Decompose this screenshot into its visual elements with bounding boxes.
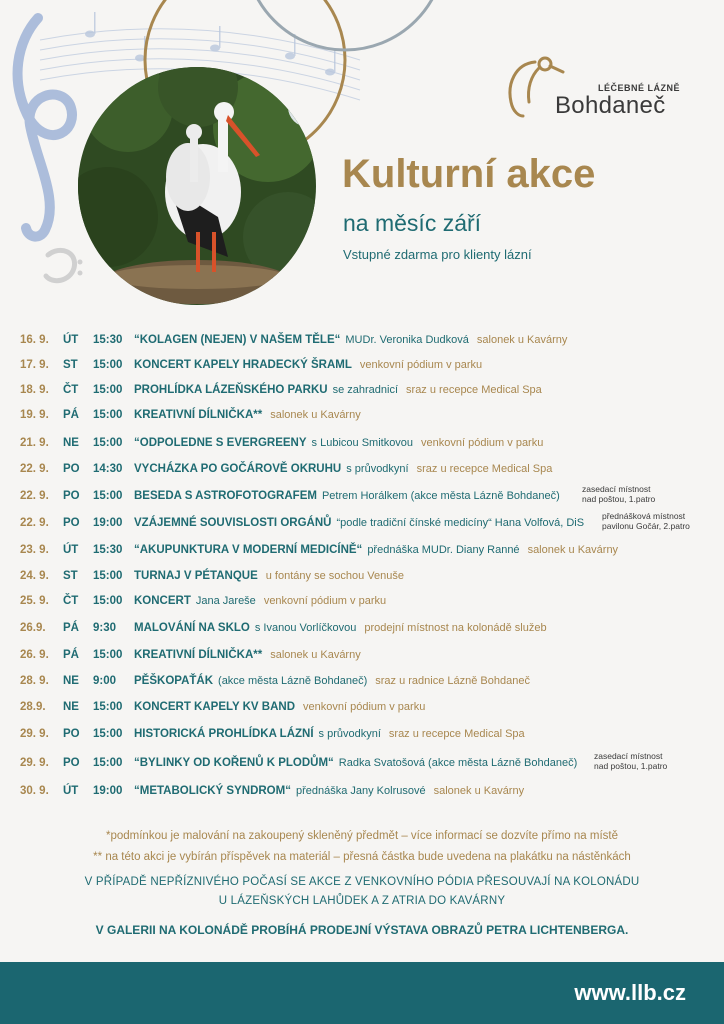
event-day: PÁ <box>63 409 79 421</box>
event-place: salonek u Kavárny <box>527 544 619 556</box>
event-day: PÁ <box>63 622 79 634</box>
event-time: 19:00 <box>93 785 123 797</box>
event-row <box>0 384 724 404</box>
event-row <box>0 649 724 669</box>
event-description <box>134 384 542 396</box>
event-place: salonek u Kavárny <box>270 649 361 661</box>
event-row <box>0 622 724 642</box>
brand-logo <box>505 54 695 124</box>
event-time: 15:00 <box>93 595 123 607</box>
event-date: 19. 9. <box>20 409 49 421</box>
event-day: NE <box>63 675 79 687</box>
event-day: ÚT <box>63 544 79 556</box>
event-date: 22. 9. <box>20 463 49 475</box>
event-row <box>0 511 724 537</box>
event-name: “BYLINKY OD KOŘENŮ K PLODŮM“ <box>134 757 334 769</box>
event-description <box>134 437 543 449</box>
event-place: venkovní pódium v parku <box>263 595 387 607</box>
event-day: NE <box>63 437 79 449</box>
event-description <box>134 544 618 556</box>
event-venue-note: zasedací místnost nad poštou, 1.patro <box>594 751 668 771</box>
event-place: salonek u Kavárny <box>433 785 525 797</box>
website-link[interactable]: www.llb.cz <box>574 980 686 1005</box>
event-name: KONCERT KAPELY HRADECKÝ ŠRAML <box>134 359 352 371</box>
event-date: 16. 9. <box>20 334 49 346</box>
event-description <box>134 517 584 529</box>
event-time: 15:30 <box>93 544 123 556</box>
event-description <box>134 359 482 371</box>
event-time: 15:00 <box>93 359 123 371</box>
event-date: 22. 9. <box>20 517 49 529</box>
event-date: 28. 9. <box>20 675 49 687</box>
event-date: 26. 9. <box>20 649 49 661</box>
page-subtitle: na měsíc září <box>343 210 482 236</box>
event-time: 14:30 <box>93 463 123 475</box>
event-name: “ODPOLEDNE S EVERGREENY <box>134 437 307 449</box>
event-row <box>0 334 724 354</box>
event-name: VZÁJEMNÉ SOUVISLOSTI ORGÁNŮ <box>134 517 332 529</box>
event-description <box>134 701 425 713</box>
event-detail: MUDr. Veronika Dudková <box>345 334 469 346</box>
event-time: 9:00 <box>93 675 117 687</box>
brand-name: Bohdaneč <box>555 92 666 119</box>
event-detail: s Lubicou Smitkovou <box>311 437 414 449</box>
footnote-1: *podmínkou je malování na zakoupený skleněný předmět – více informací se dozvíte přímo na místě <box>105 830 618 842</box>
page-tagline: Vstupné zdarma pro klienty lázní <box>343 247 532 262</box>
event-date: 22. 9. <box>20 490 49 502</box>
event-row <box>0 675 724 695</box>
event-name: “AKUPUNKTURA V MODERNÍ MEDICÍNĚ“ <box>134 544 363 556</box>
event-description <box>134 675 530 687</box>
event-row <box>0 484 724 510</box>
event-detail: přednáška Jany Kolrusové <box>295 785 426 797</box>
event-detail: (akce města Lázně Bohdaneč) <box>218 675 368 687</box>
event-row <box>0 595 724 615</box>
event-detail: s průvodkyní <box>346 463 409 475</box>
event-time: 15:30 <box>93 334 123 346</box>
event-venue-note: přednášková místnost pavilonu Gočár, 2.patro <box>602 511 690 531</box>
event-place: u fontány se sochou Venuše <box>265 570 404 582</box>
event-name: HISTORICKÁ PROHLÍDKA LÁZNÍ <box>134 728 314 740</box>
music-notes-icon <box>85 12 336 76</box>
event-description <box>134 622 547 634</box>
event-place: salonek u Kavárny <box>270 409 361 421</box>
page-title: Kulturní akce <box>342 152 596 196</box>
event-description <box>134 757 577 769</box>
event-detail: se zahradnicí <box>332 384 399 396</box>
event-place: sraz u radnice Lázně Bohdaneč <box>375 675 530 687</box>
event-name: KREATIVNÍ DÍLNIČKA** <box>134 409 263 421</box>
event-description <box>134 595 386 607</box>
event-name: VYCHÁZKA PO GOČÁROVĚ OKRUHU <box>134 463 342 475</box>
event-description <box>134 409 361 421</box>
weather-notice-line-1: V PŘÍPADĚ NEPŘÍZNIVÉHO POČASÍ SE AKCE Z VENKOVNÍHO PÓDIA PŘESOUVAJÍ NA KOLONÁDU <box>84 876 640 888</box>
event-description <box>134 785 524 797</box>
event-day: ST <box>63 359 78 371</box>
event-name: PROHLÍDKA LÁZEŇSKÉHO PARKU <box>134 384 328 396</box>
event-day: ÚT <box>63 785 79 797</box>
event-row <box>0 359 724 379</box>
event-time: 15:00 <box>93 409 123 421</box>
event-day: NE <box>63 701 79 713</box>
event-name: KREATIVNÍ DÍLNIČKA** <box>134 649 263 661</box>
event-name: KONCERT <box>134 595 191 607</box>
event-detail: Radka Svatošová (akce města Lázně Bohdaneč) <box>338 757 578 769</box>
event-time: 15:00 <box>93 490 123 502</box>
event-row <box>0 570 724 590</box>
event-day: PO <box>63 517 80 529</box>
event-time: 15:00 <box>93 649 123 661</box>
event-date: 29. 9. <box>20 757 49 769</box>
event-place: sraz u recepce Medical Spa <box>416 463 553 475</box>
event-place: venkovní pódium v parku <box>421 437 544 449</box>
event-day: ČT <box>63 384 79 396</box>
event-date: 28.9. <box>20 701 46 713</box>
stork-photo <box>78 67 316 305</box>
event-place: sraz u recepce Medical Spa <box>406 384 542 396</box>
event-place: salonek u Kavárny <box>476 334 568 346</box>
event-time: 19:00 <box>93 517 123 529</box>
event-date: 26.9. <box>20 622 46 634</box>
event-place: sraz u recepce Medical Spa <box>388 728 525 740</box>
event-name: MALOVÁNÍ NA SKLO <box>134 622 250 634</box>
event-day: PO <box>63 757 80 769</box>
event-row <box>0 701 724 721</box>
event-detail: Jana Jareše <box>195 595 256 607</box>
event-time: 15:00 <box>93 570 123 582</box>
event-row <box>0 728 724 748</box>
event-day: PO <box>63 728 80 740</box>
event-name: “METABOLICKÝ SYNDROM“ <box>134 785 291 797</box>
event-date: 24. 9. <box>20 570 49 582</box>
event-name: KONCERT KAPELY KV BAND <box>134 701 296 713</box>
event-venue-note: zasedací místnost nad poštou, 1.patro <box>582 484 656 504</box>
event-time: 15:00 <box>93 701 123 713</box>
bass-clef-icon <box>46 250 75 280</box>
event-detail: s Ivanou Vorlíčkovou <box>254 622 357 634</box>
event-date: 18. 9. <box>20 384 49 396</box>
event-detail: přednáška MUDr. Diany Ranné <box>367 544 520 556</box>
event-description <box>134 570 404 582</box>
decorative-gray-ring <box>245 0 445 50</box>
event-day: ÚT <box>63 334 79 346</box>
gallery-notice: V GALERII NA KOLONÁDĚ PROBÍHÁ PRODEJNÍ VÝSTAVA OBRAZŮ PETRA LICHTENBERGA. <box>95 923 629 937</box>
event-time: 15:00 <box>93 384 123 396</box>
event-day: ČT <box>63 595 79 607</box>
event-name: PĚŠKOPAŤÁK <box>134 675 214 687</box>
event-name: “KOLAGEN (NEJEN) V NAŠEM TĚLE“ <box>134 334 341 346</box>
footnote-2: ** na této akci je vybírán příspěvek na materiál – přesná částka bude uvedena na plakátku na nástěnkách <box>93 851 631 863</box>
event-date: 21. 9. <box>20 437 49 449</box>
event-time: 15:00 <box>93 437 123 449</box>
event-row <box>0 751 724 777</box>
event-day: PO <box>63 463 80 475</box>
event-description <box>134 463 552 475</box>
event-date: 25. 9. <box>20 595 49 607</box>
event-place: venkovní pódium v parku <box>303 701 426 713</box>
event-row <box>0 463 724 483</box>
treble-clef-icon <box>18 18 72 237</box>
brand-small-text: LÉČEBNÉ LÁZNĚ <box>598 83 681 93</box>
event-detail: “podle tradiční čínské medicíny“ Hana Volfová, DiS <box>336 517 585 529</box>
event-place: venkovní pódium v parku <box>359 359 483 371</box>
event-description <box>134 649 361 661</box>
event-name: BESEDA S ASTROFOTOGRAFEM <box>134 490 317 502</box>
event-time: 15:00 <box>93 757 123 769</box>
weather-notice-line-2: U LÁZEŇSKÝCH LAHŮDEK A Z ATRIA DO KAVÁRNY <box>218 895 506 907</box>
event-name: TURNAJ V PÉTANQUE <box>134 570 258 582</box>
event-row <box>0 785 724 805</box>
event-detail: s průvodkyní <box>318 728 381 740</box>
event-day: PO <box>63 490 80 502</box>
event-row <box>0 409 724 429</box>
event-date: 17. 9. <box>20 359 49 371</box>
event-description <box>134 490 560 502</box>
footer-bar <box>0 962 724 1024</box>
event-day: PÁ <box>63 649 79 661</box>
event-detail: Petrem Horálkem (akce města Lázně Bohdaneč) <box>321 490 560 502</box>
event-description <box>134 728 525 740</box>
event-date: 29. 9. <box>20 728 49 740</box>
event-row <box>0 437 724 457</box>
event-time: 15:00 <box>93 728 123 740</box>
event-day: ST <box>63 570 78 582</box>
event-row <box>0 544 724 564</box>
event-date: 23. 9. <box>20 544 49 556</box>
event-description <box>134 334 567 346</box>
event-time: 9:30 <box>93 622 117 634</box>
event-place: prodejní místnost na kolonádě služeb <box>364 622 547 634</box>
event-date: 30. 9. <box>20 785 49 797</box>
